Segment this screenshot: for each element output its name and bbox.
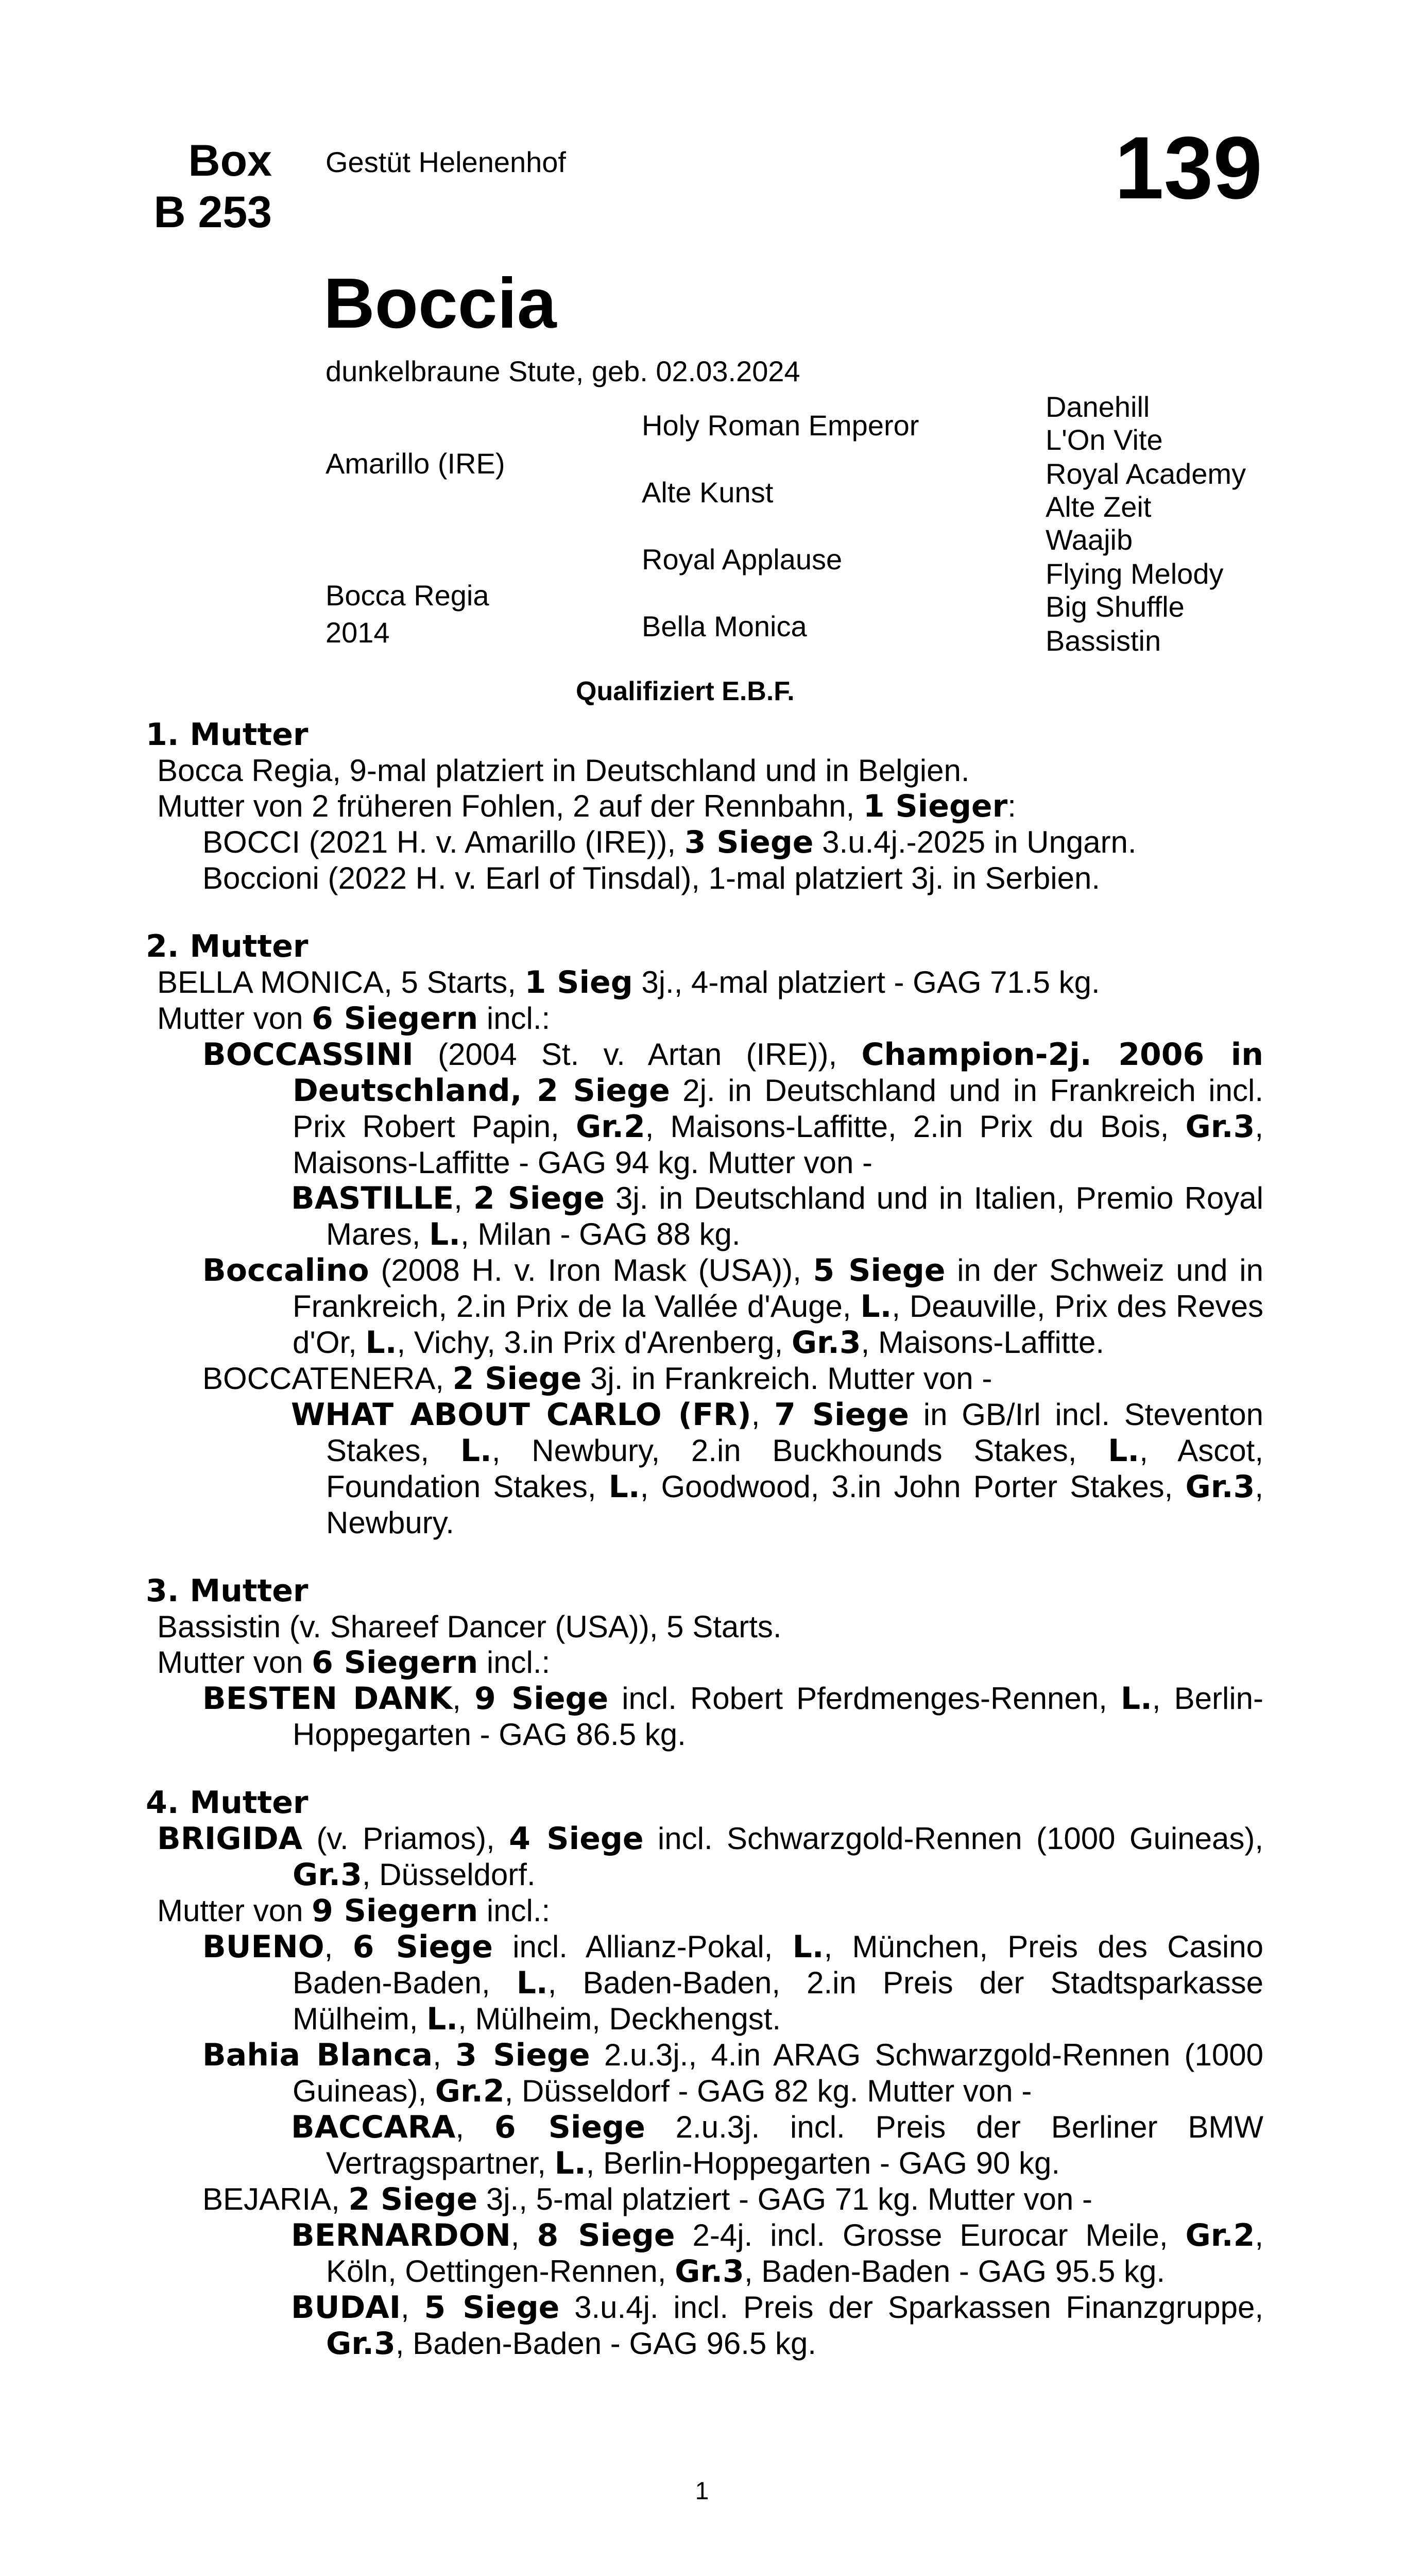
pedigree-gen3-4: Alte Zeit: [1046, 490, 1152, 523]
offspring-entry: BEJARIA, 2 Siege 3j., 5-mal platziert - GAG 71 kg. Mutter von -: [202, 2181, 1092, 2217]
box-label: [154, 135, 272, 238]
offspring-entry: Bahia Blanca, 3 Siege 2.u.3j., 4.in ARAG Schwarzgold-Rennen (1000 Guineas), Gr.2, Düsseldorf - GAG 82 kg. Mutter von -: [202, 2037, 1263, 2109]
dam-record: Bassistin (v. Shareef Dancer (USA)), 5 Starts.: [157, 1609, 782, 1644]
dam-record: Bocca Regia, 9-mal platziert in Deutschland und in Belgien.: [157, 753, 970, 788]
grand-offspring-entry: BASTILLE, 2 Siege 3j. in Deutschland und in Italien, Premio Royal Mares, L., Milan - GAG 88 kg.: [291, 1180, 1263, 1252]
offspring-entry: Boccalino (2008 H. v. Iron Mask (USA)), 5 Siege in der Schweiz und in Frankreich, 2.in Prix de la Vallée d'Auge, L., Deauville, Prix des Reves d'Or, L., Vichy, 3.in Prix d'Arenberg, Gr.3, Maisons-Laffitte.: [202, 1252, 1264, 1361]
offspring-entry: BUENO, 6 Siege incl. Allianz-Pokal, L., München, Preis des Casino Baden-Baden, L., Baden-Baden, 2.in Preis der Stadtsparkasse Mülheim, L., Mülheim, Deckhengst.: [202, 1929, 1264, 2037]
pedigree-dam-year: 2014: [326, 616, 390, 649]
pedigree-dam-dam: Bella Monica: [642, 610, 807, 642]
section-title-2: 2. Mutter: [146, 928, 309, 964]
pedigree-gen3-7: Big Shuffle: [1046, 590, 1185, 623]
box-label-line1: Box: [188, 136, 272, 185]
horse-description: dunkelbraune Stute, geb. 02.03.2024: [326, 355, 800, 387]
pedigree-gen3-6: Flying Melody: [1046, 557, 1224, 590]
dam-record: BRIGIDA (v. Priamos), 4 Siege incl. Schwarzgold-Rennen (1000 Guineas), Gr.3, Düsseldorf.: [157, 1821, 1263, 1893]
page-number: 1: [695, 2478, 709, 2505]
box-number: B 253: [153, 188, 272, 237]
dam-produce-summary: Mutter von 2 früheren Fohlen, 2 auf der Rennbahn, 1 Sieger:: [157, 788, 1016, 824]
offspring-entry: BOCCASSINI (2004 St. v. Artan (IRE)), Champion-2j. 2006 in Deutschland, 2 Siege 2j. in Deutschland und in Frankreich incl. Prix Robert Papin, Gr.2, Maisons-Laffitte, 2.in Prix du Bois, Gr.3, Maisons-Laffitte - GAG 94 kg. Mutter von -: [202, 1037, 1263, 1180]
lot-number: 139: [1115, 118, 1262, 217]
grand-offspring-entry: BUDAI, 5 Siege 3.u.4j. incl. Preis der Sparkassen Finanzgruppe, Gr.3, Baden-Baden - GAG 96.5 kg.: [291, 2290, 1263, 2362]
section-title-1: 1. Mutter: [146, 717, 309, 753]
section-title-3: 3. Mutter: [146, 1573, 309, 1609]
dam-produce-summary: Mutter von 6 Siegern incl.:: [157, 1645, 551, 1681]
pedigree-gen3-8: Bassistin: [1046, 624, 1161, 657]
pedigree-sire-dam: Alte Kunst: [642, 476, 774, 509]
pedigree-gen3-1: Danehill: [1046, 391, 1150, 423]
breeder-name: Gestüt Helenenhof: [326, 146, 566, 178]
pedigree-gen3-3: Royal Academy: [1046, 457, 1246, 490]
qualification-note: Qualifiziert E.B.F.: [576, 676, 795, 706]
offspring-entry: BESTEN DANK, 9 Siege incl. Robert Pferdmenges-Rennen, L., Berlin-Hoppegarten - GAG 86.5 kg.: [202, 1681, 1263, 1752]
family-details: [146, 717, 1263, 2362]
pedigree-dam: Bocca Regia: [326, 579, 489, 612]
pedigree-sire-sire: Holy Roman Emperor: [642, 409, 919, 442]
grand-offspring-entry: BACCARA, 6 Siege 2.u.3j. incl. Preis der Berliner BMW Vertragspartner, L., Berlin-Hoppegarten - GAG 90 kg.: [291, 2109, 1263, 2181]
dam-record: BELLA MONICA, 5 Starts, 1 Sieg 3j., 4-mal platziert - GAG 71.5 kg.: [157, 964, 1100, 1001]
offspring-entry: Boccioni (2022 H. v. Earl of Tinsdal), 1-mal platziert 3j. in Serbien.: [202, 861, 1100, 895]
offspring-entry: BOCCI (2021 H. v. Amarillo (IRE)), 3 Siege 3.u.4j.-2025 in Ungarn.: [202, 824, 1137, 860]
dam-produce-summary: Mutter von 6 Siegern incl.:: [157, 1001, 551, 1037]
pedigree-gen3-5: Waajib: [1046, 523, 1133, 556]
pedigree-gen3-2: L'On Vite: [1046, 423, 1163, 456]
pedigree-dam-sire: Royal Applause: [642, 543, 843, 575]
grand-offspring-entry: BERNARDON, 8 Siege 2-4j. incl. Grosse Eurocar Meile, Gr.2, Köln, Oettingen-Rennen, Gr.3, Baden-Baden - GAG 95.5 kg.: [291, 2217, 1263, 2290]
pedigree-sire: Amarillo (IRE): [326, 447, 505, 480]
section-title-4: 4. Mutter: [146, 1785, 309, 1821]
horse-name: Boccia: [323, 264, 557, 343]
dam-produce-summary: Mutter von 9 Siegern incl.:: [157, 1893, 551, 1929]
grand-offspring-entry: WHAT ABOUT CARLO (FR), 7 Siege in GB/Irl incl. Steventon Stakes, L., Newbury, 2.in Buckhounds Stakes, L., Ascot, Foundation Stakes, L., Goodwood, 3.in John Porter Stakes, Gr.3, Newbury.: [291, 1397, 1264, 1540]
offspring-entry: BOCCATENERA, 2 Siege 3j. in Frankreich. Mutter von -: [202, 1361, 992, 1397]
